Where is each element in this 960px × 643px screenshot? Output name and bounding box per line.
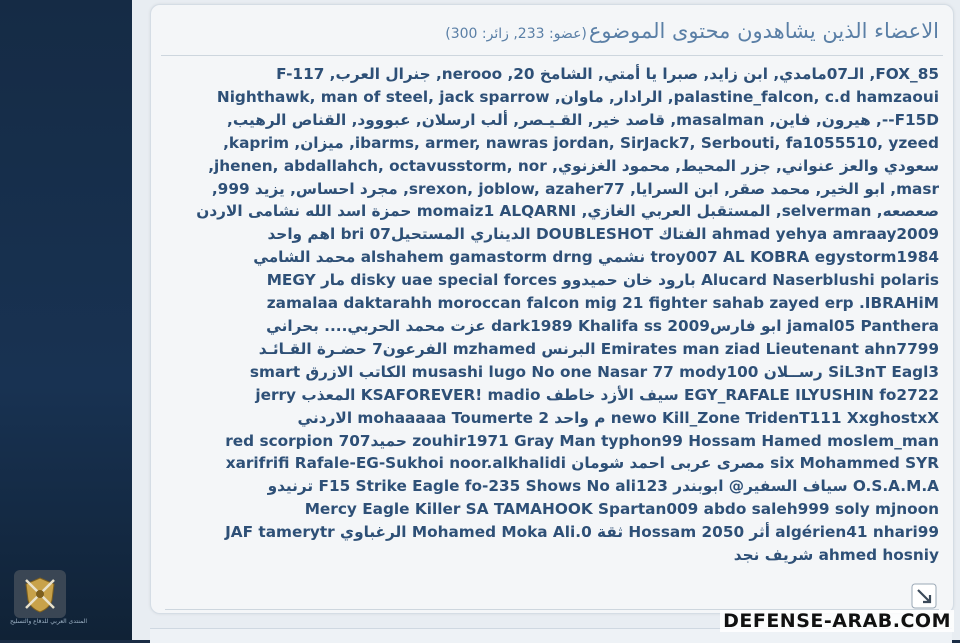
members-line[interactable]: ibarms, armer, nawras jordan, SirJack7, Serbouti, fa1055510, yzeed, ميزان, kaprim, xyxy=(223,133,939,152)
members-line[interactable]: newo Kill_Zone TridenT111 XxghostxX م واحد mohaaaaa Toumerte 2 الاردني xyxy=(297,408,939,427)
members-line[interactable]: FOX_85, الـ07مامدي, ابن زايد, صبرا يا أمتي, الشامخ 20, nerooo, جنرال العرب, F-117 xyxy=(276,65,939,83)
expand-arrow-icon[interactable] xyxy=(911,583,937,609)
members-line[interactable]: jamal05 Panthera ابو فارس2009 dark1989 Khalifa ss عزت محمد الحربي.... بحراني xyxy=(266,316,939,335)
members-line[interactable]: zouhir1971 Gray Man typhon99 Hossam Hamed moslem_man حميد707 red scorpion xyxy=(225,431,939,450)
members-line[interactable]: Alucard Naserblushi polaris بارود خان حميدوو disky uae special forces مار MEGY xyxy=(266,271,939,290)
members-line[interactable]: O.S.A.M.A سياف السفير@ ابوبندر F15 Strike Eagle fo-235 Shows No ali123 ترنيدو xyxy=(267,477,939,496)
members-list xyxy=(161,63,939,567)
online-members-panel xyxy=(150,4,954,614)
members-line[interactable]: six Mohammed SYR مصرى عربى احمد شومان xarifrifi Rafale-EG-Sukhoi noor.alkhalidi xyxy=(225,454,939,473)
members-line[interactable]: Emirates man ziad Lieutenant ahn7799 البرنس mzhamed الفرعون7 حضـرة القـائـد xyxy=(258,339,939,358)
members-line[interactable]: Mercy Eagle Killer SA TAMAHOOK Spartan009 abdo saleh999 soly mjnoon xyxy=(304,500,939,519)
main-content xyxy=(132,0,960,640)
members-line[interactable]: masr, ابو الخير, محمد صقر, ابن السرايا, srexon, joblow, azaher77, مجرد احساس, يزيد 999, xyxy=(211,179,939,198)
members-line[interactable]: SiL3nT Eagl3 رســلان musashi lugo No one Nasar 77 mody100 الكاتب الازرق smart xyxy=(249,362,939,381)
members-line[interactable]: algérien41 nhari99 أثر 2050 Hossam ثقة Mohamed Moka Ali.0 الرغباوي JAF tamerytr xyxy=(225,523,939,542)
logo-caption: المنتدى العربي للدفاع والتسليح xyxy=(10,618,87,625)
member-visitor-count: (عضو: 233, زائر: 300) xyxy=(445,26,587,42)
members-line[interactable]: palastine_falcon, c.d hamzaoui, الرادار, ماوان, Nighthawk, man of steel, jack sparrow xyxy=(216,87,939,106)
members-line[interactable]: صعصعه, selverman, المستقبل العربي الغازي, momaiz1 ALQARNI حمزة اسد الله نشامى الاردن xyxy=(196,202,939,221)
members-line[interactable]: F15D--, هيرون, فاين, masalman, قاصد خير, القـيـصر, ألب ارسلان, عبووود, القناص الرهيب, xyxy=(227,110,939,129)
panel-title: الاعضاء الذين يشاهدون محتوى الموضوع xyxy=(588,19,939,43)
members-line[interactable]: zamalaa daktarahh moroccan falcon mig 21 fighter sahab zayed erp .IBRAHiM xyxy=(266,294,939,313)
header-divider xyxy=(161,55,943,56)
left-sidebar xyxy=(0,0,132,640)
members-line[interactable]: ahmed hosniy شريف نجد xyxy=(733,546,939,565)
members-line[interactable]: سعودي والعز عنواني, جزر المحيط, محمود الغزنوي, jhenen, abdallahch, octavusstorm, nor, xyxy=(208,156,939,175)
members-line[interactable]: troy007 AL KOBRA egystorm1984 نشمي alshahem gamastorm drng محمد الشامي xyxy=(253,248,939,267)
members-line[interactable]: ahmad yehya amraay2009 الفتاك DOUBLESHOT الديناري المستحيل07 bri اهم واحد xyxy=(267,225,939,244)
crossed-swords-shield-icon xyxy=(14,570,66,618)
site-logo[interactable] xyxy=(10,570,87,632)
members-line[interactable]: EGY_RAFALE ILYUSHIN fo2722 سيف الأزد خاطف KSAFOREVER! madio المعذب jerry xyxy=(255,385,939,404)
site-watermark: DEFENSE-ARAB.COM xyxy=(720,610,954,632)
panel-header xyxy=(151,5,953,49)
